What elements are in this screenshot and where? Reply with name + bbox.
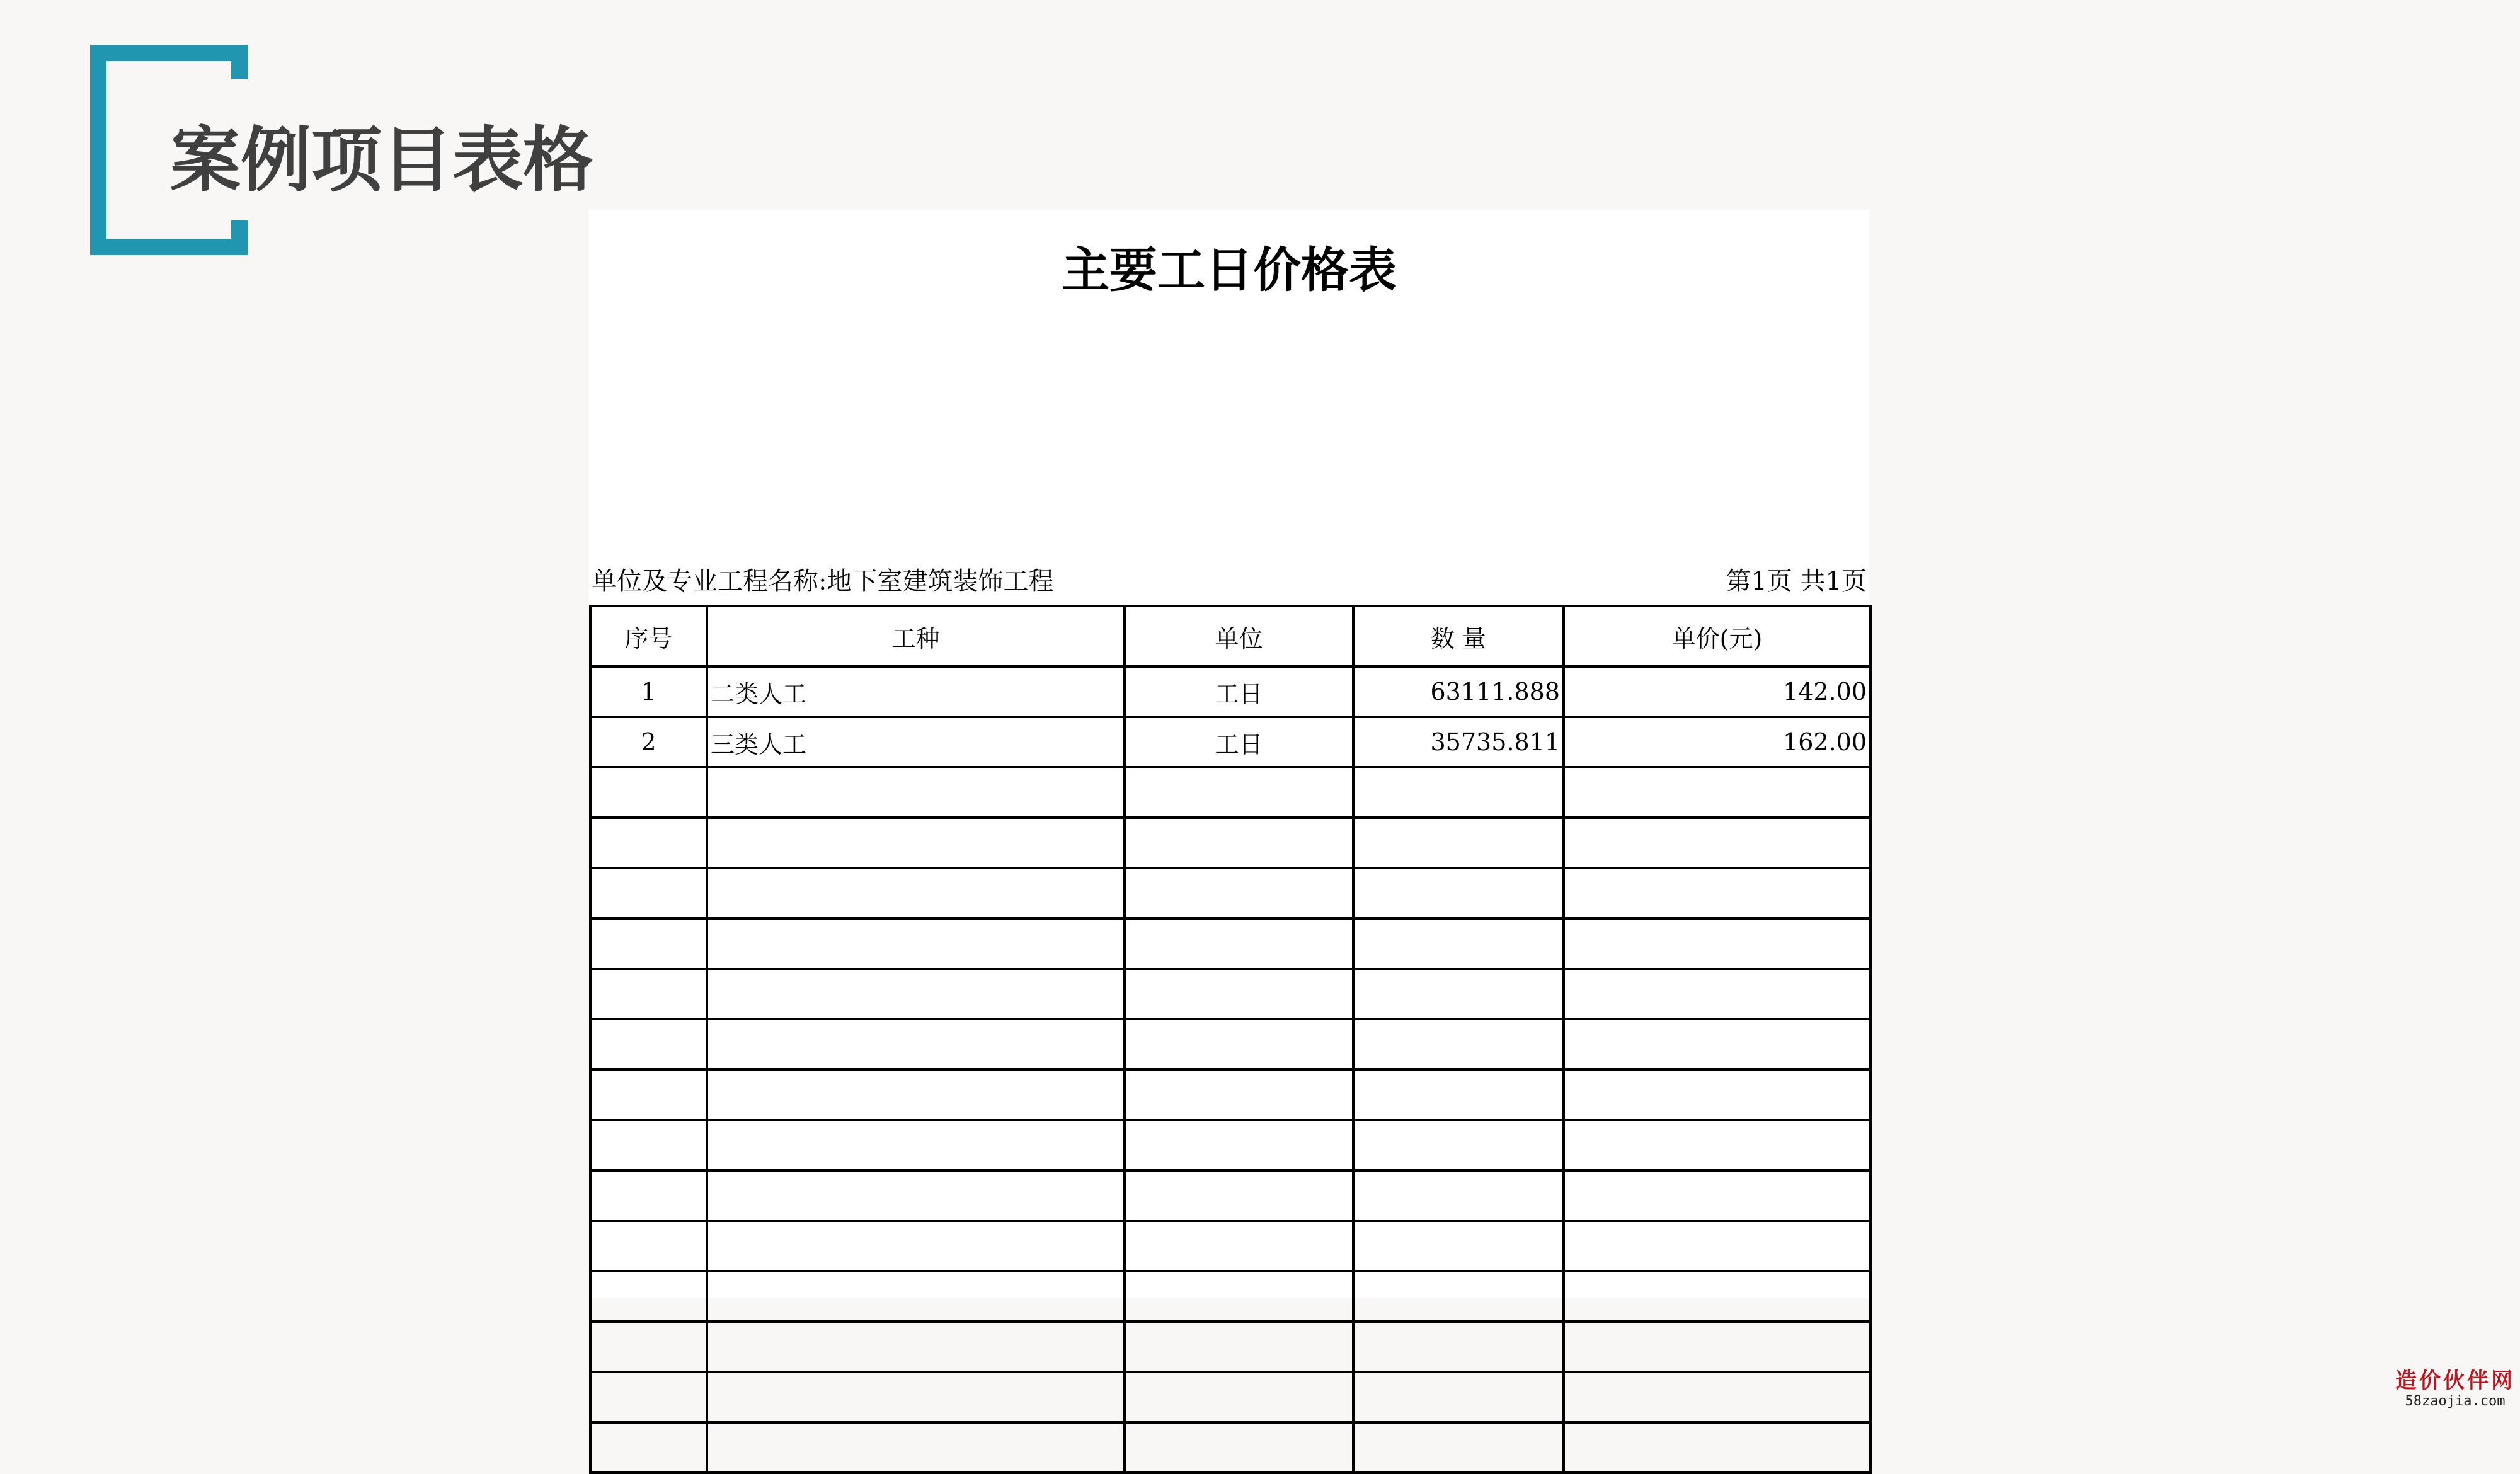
cell-unit <box>1125 1372 1353 1422</box>
cell-unit-price <box>1564 1322 1870 1372</box>
cell-unit <box>1125 1120 1353 1170</box>
cell-quantity: 35735.811 <box>1353 717 1564 767</box>
cell-unit <box>1125 969 1353 1019</box>
cell-quantity <box>1353 1170 1564 1221</box>
cell-unit-price <box>1564 818 1870 868</box>
cell-quantity <box>1353 1322 1564 1372</box>
cell-trade <box>707 868 1125 918</box>
cell-quantity <box>1353 1372 1564 1422</box>
table-row <box>590 767 1870 818</box>
cell-index <box>590 1070 707 1120</box>
cell-unit-price <box>1564 1019 1870 1070</box>
table-header-row <box>590 606 1870 666</box>
cell-index: 1 <box>590 666 707 717</box>
cell-unit-price <box>1564 918 1870 969</box>
cell-quantity <box>1353 868 1564 918</box>
watermark-url: 58zaojia.com <box>2405 1393 2506 1409</box>
cell-index <box>590 1221 707 1271</box>
cell-unit-price <box>1564 1271 1870 1322</box>
cell-unit: 工日 <box>1125 666 1353 717</box>
cell-trade <box>707 1120 1125 1170</box>
cell-unit <box>1125 1070 1353 1120</box>
sheet-title: 主要工日价格表 <box>1062 242 1397 298</box>
cell-trade: 二类人工 <box>707 666 1125 717</box>
cell-trade <box>707 1372 1125 1422</box>
table-row <box>590 969 1870 1019</box>
table-row <box>590 1271 1870 1322</box>
table-row <box>590 1422 1870 1473</box>
cell-unit-price <box>1564 1221 1870 1271</box>
cell-unit <box>1125 1170 1353 1221</box>
table-row <box>590 818 1870 868</box>
column-header-unit: 单位 <box>1125 606 1353 666</box>
cell-trade <box>707 1422 1125 1473</box>
cell-unit: 工日 <box>1125 717 1353 767</box>
cell-quantity <box>1353 767 1564 818</box>
price-sheet <box>589 210 1869 1298</box>
cell-index <box>590 868 707 918</box>
cell-unit-price <box>1564 1372 1870 1422</box>
table-row <box>590 918 1870 969</box>
price-table <box>589 605 1872 1474</box>
cell-unit <box>1125 1422 1353 1473</box>
page-number-label: 第1页 共1页 <box>1726 567 1867 596</box>
cell-unit <box>1125 767 1353 818</box>
cell-index <box>590 969 707 1019</box>
cell-quantity <box>1353 818 1564 868</box>
cell-trade <box>707 1221 1125 1271</box>
column-header-quantity: 数 量 <box>1353 606 1564 666</box>
cell-quantity <box>1353 1120 1564 1170</box>
cell-trade <box>707 1271 1125 1322</box>
cell-trade <box>707 1322 1125 1372</box>
cell-index <box>590 1120 707 1170</box>
cell-unit-price <box>1564 969 1870 1019</box>
page-title: 案例项目表格 <box>170 120 593 202</box>
cell-unit <box>1125 818 1353 868</box>
table-row <box>590 1019 1870 1070</box>
cell-quantity <box>1353 1422 1564 1473</box>
bracket-tick-bottom <box>231 220 248 255</box>
cell-unit-price <box>1564 1422 1870 1473</box>
cell-quantity <box>1353 1070 1564 1120</box>
cell-unit <box>1125 1271 1353 1322</box>
cell-quantity <box>1353 1271 1564 1322</box>
bracket-tick-top <box>231 45 248 79</box>
cell-unit-price <box>1564 1120 1870 1170</box>
cell-unit <box>1125 918 1353 969</box>
project-name-label: 单位及专业工程名称:地下室建筑装饰工程 <box>592 567 1054 596</box>
table-row <box>590 1120 1870 1170</box>
cell-unit-price <box>1564 868 1870 918</box>
cell-quantity <box>1353 918 1564 969</box>
cell-unit-price <box>1564 767 1870 818</box>
cell-unit <box>1125 1019 1353 1070</box>
table-row <box>590 1170 1870 1221</box>
cell-trade <box>707 1070 1125 1120</box>
cell-index <box>590 918 707 969</box>
cell-index <box>590 767 707 818</box>
cell-unit-price: 142.00 <box>1564 666 1870 717</box>
table-row <box>590 666 1870 717</box>
cell-trade <box>707 918 1125 969</box>
cell-unit <box>1125 1221 1353 1271</box>
table-row <box>590 868 1870 918</box>
cell-quantity <box>1353 969 1564 1019</box>
cell-trade <box>707 767 1125 818</box>
cell-index <box>590 1170 707 1221</box>
cell-unit-price <box>1564 1070 1870 1120</box>
column-header-trade: 工种 <box>707 606 1125 666</box>
cell-trade: 三类人工 <box>707 717 1125 767</box>
table-row <box>590 1372 1870 1422</box>
table-row <box>590 1070 1870 1120</box>
cell-index <box>590 1372 707 1422</box>
cell-quantity <box>1353 1019 1564 1070</box>
cell-index <box>590 1322 707 1372</box>
cell-trade <box>707 818 1125 868</box>
column-header-unit-price: 单价(元) <box>1564 606 1870 666</box>
cell-unit <box>1125 1322 1353 1372</box>
cell-index: 2 <box>590 717 707 767</box>
cell-trade <box>707 969 1125 1019</box>
table-row <box>590 1221 1870 1271</box>
cell-trade <box>707 1170 1125 1221</box>
cell-index <box>590 1019 707 1070</box>
column-header-index: 序号 <box>590 606 707 666</box>
table-body <box>590 666 1870 1473</box>
table-row <box>590 1322 1870 1372</box>
watermark-logo <box>2395 1368 2515 1410</box>
cell-index <box>590 818 707 868</box>
table-row <box>590 717 1870 767</box>
cell-trade <box>707 1019 1125 1070</box>
watermark-name: 造价伙伴网 <box>2395 1368 2515 1393</box>
cell-quantity <box>1353 1221 1564 1271</box>
cell-unit-price: 162.00 <box>1564 717 1870 767</box>
cell-index <box>590 1422 707 1473</box>
cell-quantity: 63111.888 <box>1353 666 1564 717</box>
cell-unit <box>1125 868 1353 918</box>
cell-index <box>590 1271 707 1322</box>
cell-unit-price <box>1564 1170 1870 1221</box>
